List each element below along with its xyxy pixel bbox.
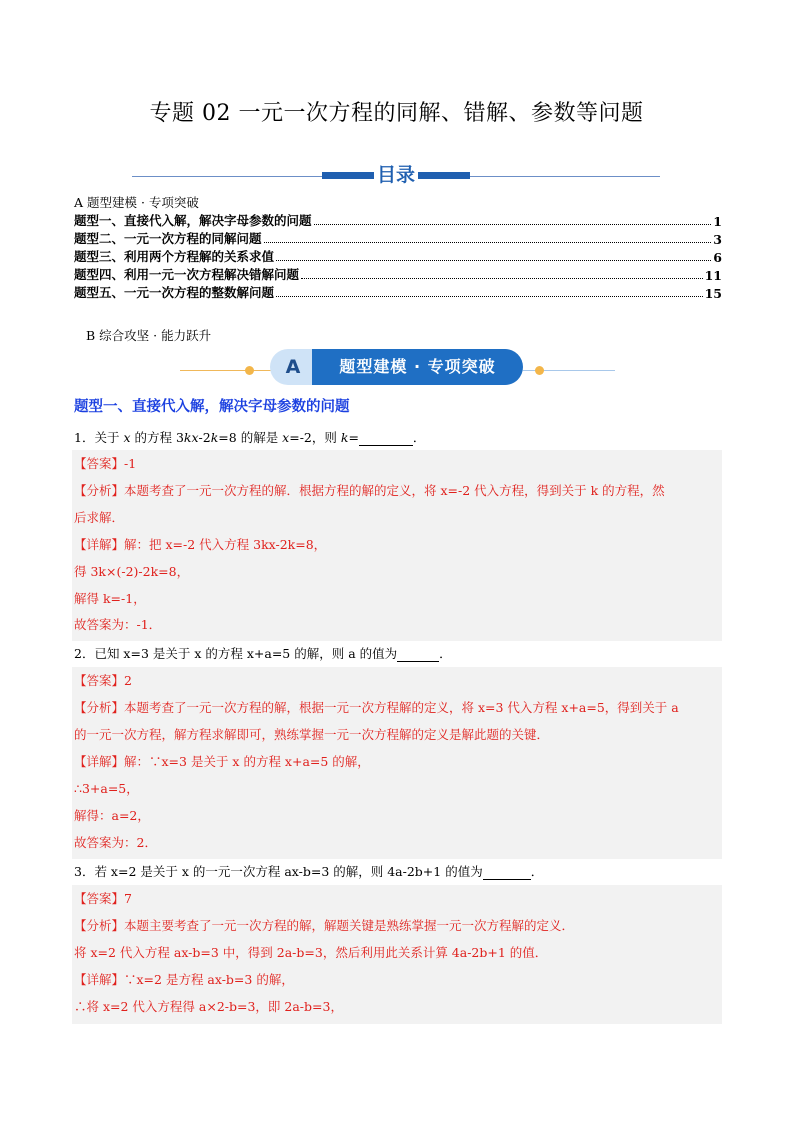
banner-letter: A	[270, 349, 316, 385]
toc-item-label: 题型二、一元一次方程的同解问题	[74, 231, 262, 246]
question-3-stem: 3．若 x=2 是关于 x 的一元一次方程 ax-b=3 的解，则 4a-2b+1 的值为 ．	[74, 864, 544, 879]
answer-line: 【答案】2	[74, 673, 132, 688]
detail-line: 故答案为：2．	[74, 835, 157, 850]
detail-line: ∴将 x=2 代入方程得 a×2-b=3，即 2a-b=3，	[74, 999, 343, 1014]
toc-item-page: 1	[713, 214, 722, 229]
analysis-line: 【分析】本题考查了一元一次方程的解，根据一元一次方程解的定义，将 x=3 代入方程 x+a=5，得到关于 a	[74, 700, 679, 715]
banner-title: 题型建模 · 专项突破	[312, 349, 523, 385]
section-title: 题型一、直接代入解，解决字母参数的问题	[74, 399, 350, 415]
detail-line: 解得 k=-1，	[74, 591, 146, 606]
toc-leader-dots	[276, 260, 711, 261]
answer-blank	[397, 649, 439, 662]
toc-divider-left	[132, 176, 322, 177]
toc-leader-dots	[276, 296, 703, 297]
toc-item[interactable]	[74, 267, 722, 283]
toc-item-label: 题型三、利用两个方程解的关系求值	[74, 249, 275, 264]
question-2-stem: 2．已知 x=3 是关于 x 的方程 x+a=5 的解，则 a 的值为 ．	[74, 646, 452, 661]
question-1-stem: 1．关于 x 的方程 3kx-2k=8 的解是 x=-2，则 k= ．	[74, 430, 426, 445]
toc-bar-left	[322, 172, 374, 179]
detail-line: 【详解】∵x=2 是方程 ax-b=3 的解，	[74, 972, 294, 987]
toc-section-a[interactable]: A 题型建模 · 专项突破	[74, 195, 199, 210]
toc-item-page: 11	[704, 268, 722, 283]
detail-line: 【详解】解：把 x=-2 代入方程 3kx-2k=8，	[74, 537, 327, 552]
banner-dot-right	[535, 366, 544, 375]
toc-item[interactable]	[74, 249, 722, 265]
toc-item[interactable]	[74, 231, 722, 247]
answer-blank	[359, 433, 413, 446]
detail-line: ∴3+a=5，	[74, 781, 139, 796]
toc-section-b[interactable]: B 综合攻坚 · 能力跃升	[86, 328, 212, 343]
toc-item-label: 题型五、一元一次方程的整数解问题	[74, 285, 275, 300]
detail-line: 解得：a=2，	[74, 808, 150, 823]
toc-item-label: 题型一、直接代入解，解决字母参数的问题	[74, 213, 312, 228]
detail-line: 【详解】解：∵x=3 是关于 x 的方程 x+a=5 的解，	[74, 754, 370, 769]
detail-line: 得 3k×(-2)-2k=8，	[74, 564, 190, 579]
toc-item-label: 题型四、利用一元一次方程解决错解问题	[74, 267, 300, 282]
answer-line: 【答案】-1	[74, 456, 137, 471]
toc-item-page: 3	[713, 232, 722, 247]
toc-item-page: 6	[713, 250, 722, 265]
analysis-line: 的一元一次方程，解方程求解即可，熟练掌握一元一次方程解的定义是解此题的关键．	[74, 727, 550, 742]
toc-divider-right	[470, 176, 660, 177]
analysis-line: 【分析】本题主要考查了一元一次方程的解，解题关键是熟练掌握一元一次方程解的定义．	[74, 918, 575, 933]
toc-bar-right	[418, 172, 470, 179]
toc-item-page: 15	[704, 286, 722, 301]
analysis-line: 【分析】本题考查了一元一次方程的解．根据方程的解的定义，将 x=-2 代入方程，得到关于 k 的方程，然	[74, 483, 665, 498]
toc-item[interactable]	[74, 285, 722, 301]
toc-item[interactable]	[74, 213, 722, 229]
analysis-line: 将 x=2 代入方程 ax-b=3 中，得到 2a-b=3，然后利用此关系计算 4a-2b+1 的值．	[74, 945, 548, 960]
banner-dot-left	[245, 366, 254, 375]
toc-heading: 目录	[376, 164, 415, 186]
banner-line-left	[180, 370, 272, 371]
detail-line: 故答案为：-1．	[74, 617, 162, 632]
answer-blank	[483, 867, 531, 880]
toc-leader-dots	[314, 224, 712, 225]
analysis-line: 后求解．	[74, 510, 125, 525]
answer-line: 【答案】7	[74, 891, 132, 906]
toc-leader-dots	[264, 242, 712, 243]
document-title: 专题 02 一元一次方程的同解、错解、参数等问题	[149, 101, 644, 126]
toc-leader-dots	[301, 278, 703, 279]
